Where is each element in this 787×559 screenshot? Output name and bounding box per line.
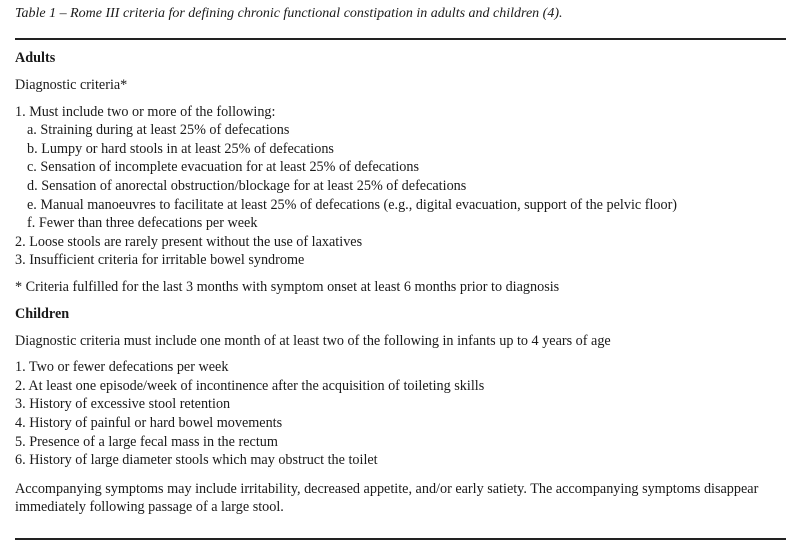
top-rule bbox=[15, 38, 786, 40]
children-criterion: 2. At least one episode/week of incontinence after the acquisition of toileting skills bbox=[15, 377, 485, 394]
children-intro: Diagnostic criteria must include one month of at least two of the following in infants up to 4 years of age bbox=[15, 332, 611, 349]
adults-criterion: 2. Loose stools are rarely present without the use of laxatives bbox=[15, 233, 363, 250]
adults-criterion: 3. Insufficient criteria for irritable bowel syndrome bbox=[15, 252, 305, 269]
children-criterion: 1. Two or fewer defecations per week bbox=[15, 359, 229, 376]
adults-subcriterion: e. Manual manoeuvres to facilitate at least 25% of defecations (e.g., digital evacuation, support of the pelvic floor) bbox=[27, 196, 678, 213]
adults-criterion: 1. Must include two or more of the following: bbox=[15, 103, 276, 120]
adults-heading: Adults bbox=[15, 50, 56, 66]
adults-subcriterion: a. Straining during at least 25% of defecations bbox=[27, 122, 290, 139]
children-criterion: 5. Presence of a large fecal mass in the rectum bbox=[15, 433, 278, 450]
children-criterion: 3. History of excessive stool retention bbox=[15, 396, 231, 413]
table-body bbox=[15, 49, 785, 517]
table-caption: Table 1 – Rome III criteria for defining chronic functional constipation in adults and children (4). bbox=[15, 6, 563, 21]
adults-subcriterion: b. Lumpy or hard stools in at least 25% of defecations bbox=[27, 140, 334, 157]
bottom-rule bbox=[15, 538, 786, 540]
adults-subcriterion: f. Fewer than three defecations per week bbox=[27, 215, 258, 232]
children-note: Accompanying symptoms may include irritability, decreased appetite, and/or early satiety. The accompanying symptoms disappear immediately following passage of a large stool. bbox=[15, 480, 759, 516]
children-criterion: 6. History of large diameter stools which may obstruct the toilet bbox=[15, 452, 378, 469]
children-heading: Children bbox=[15, 305, 70, 322]
adults-intro: Diagnostic criteria* bbox=[15, 77, 128, 93]
adults-footnote: * Criteria fulfilled for the last 3 months with symptom onset at least 6 months prior to diagnosis bbox=[15, 278, 560, 295]
children-criterion: 4. History of painful or hard bowel movements bbox=[15, 414, 283, 431]
adults-subcriterion: c. Sensation of incomplete evacuation for at least 25% of defecations bbox=[27, 159, 419, 176]
adults-subcriterion: d. Sensation of anorectal obstruction/blockage for at least 25% of defecations bbox=[27, 177, 467, 194]
